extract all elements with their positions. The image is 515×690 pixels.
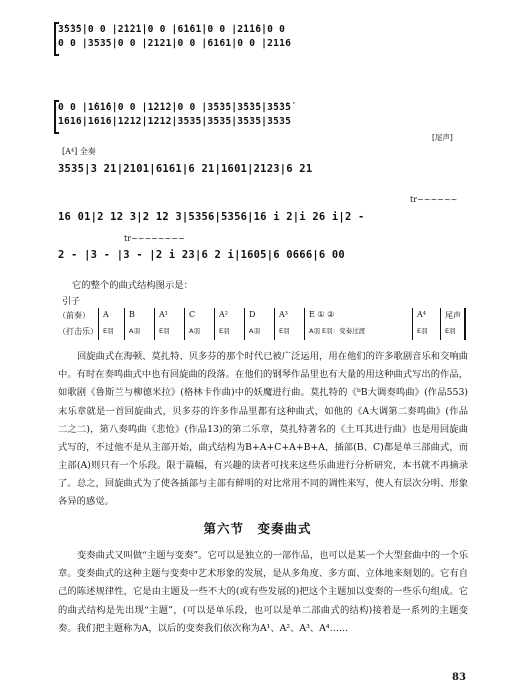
paragraph-3: 变奏曲式又叫做“主题与变奏”。它可以是独立的一部作品，也可以是某一个大型套曲中的一个乐章。变奏曲式的这种主题与变奏中艺术形象的发展，是从多角度、多方面、立体地来刻划的。它有自己的陈述规律性，它是由主题及一些不大的(或有些发展的)把这个主题加以变奏的一些乐句组成。它的曲式结构是先出现“主题”，(可以是单乐段，也可以是单二部曲式的结构)接着是一系列的主题变奏。我们把主题称为A，以后的变奏我们依次称为A¹、A²、A³、A⁴…… [58,550,468,634]
diagram-cell-top: A [103,310,109,319]
diagram-cell [304,308,413,340]
score-row-2-bottom: 1616|1616|1212|1212|3535|3535|3535|3535 [58,116,292,127]
diagram-cell-top: B [129,310,135,319]
score-row-5-line: 2 - |3 - |3 - |2 i 23|6 2 i|1605|6 0666|6 00 [58,249,345,261]
diagram-cell-bottom: A羽 [249,327,260,335]
diagram-row2-label: （打击乐） [58,327,98,336]
diagram-cell-top: A⁴ [417,310,426,319]
diagram-cell-top: 尾声 [445,311,461,320]
diagram-cell-top: D [249,310,256,319]
diagram-cell-bottom: E羽 [159,327,170,335]
diagram-cell-bottom: A羽 [129,327,140,335]
diagram-row1-label: （前奏） [58,311,90,320]
diagram-cell [412,308,441,340]
paragraph-2: 总之，回旋曲式为了使各插部与主部有鲜明的对比常用不同的调性来写，使人有层次分明、形象各异的感觉。 [58,478,468,508]
score-row-4-line: 16 01|2 12 3|2 12 3|5356|5356|16 i 2|i 26 i|2 - [58,211,365,223]
score-row-1-top: 3̇5̇3̇5̇|0 0 |2̇1̇2̇1̇|0 0 |6̇1̇6̇1̇|0 0 |2̇1̇1̇6̇|0 0 [58,24,286,35]
score-row-3-line: 3535|3 21|2101|6161|6 21|1601|2123|6 21 [58,163,313,175]
section-label: [A⁴] 全奏 [62,147,96,156]
diagram-cell-bottom: A羽 [189,327,200,335]
diagram-cell-top: A¹ [159,310,168,319]
intro-label: 引子 [62,297,81,307]
coda-label: [尾声] [432,133,453,142]
intro-line: 它的整个的曲式结构图示是： [72,280,193,291]
trill-mark: tr~~~~~~~~ [124,234,185,243]
diagram-cell [98,308,125,340]
paragraph-1: 回旋曲式在海顿、莫扎特、贝多芬的那个时代已被广泛运用，用在他们的许多歌剧音乐和交响曲中。有时在奏鸣曲式中也有回旋曲的段落。在他们的钢琴作品里也有大量的用这种曲式写出的作品，如歌剧《鲁斯兰与柳德米拉》(格林卡作曲)中的妖魔进行曲。莫扎特的《ᵇB大调奏鸣曲》(作品553)末乐章就是一首回旋曲式，贝多芬的许多作品里都有这种曲式，如他的《A大调第二奏鸣曲》(作品二之二)，第八奏鸣曲《悲怆》(作品13)的第二乐章，莫扎特著名的《土耳其进行曲》也是用回旋曲式写的，不过他不是从主部开始，曲式结构为B+A+C+A+B+A，插部(B、C)都是单三部曲式，而主部(A)则只有一个乐段。限于篇幅，有兴趣的读者可找来这些乐曲进行分析研究，本书就不再摘录了。 [58,351,468,490]
diagram-cell-top: A³ [279,310,288,319]
form-diagram [58,308,463,340]
diagram-cell-top: A² [219,310,228,319]
diagram-cell-bottom: E羽 [417,327,428,335]
diagram-cell-bottom: E羽 [103,327,114,335]
diagram-cell [154,308,185,340]
diagram-cell-bottom: E羽 [445,327,456,335]
diagram-cell-top: E ① ② [309,310,335,319]
diagram-cell-top: C [189,310,196,319]
diagram-cell [214,308,245,340]
diagram-cell [124,308,155,340]
score-row-1-bottom: 0 0 |3535|0 0 |2121|0 0 |6161|0 0 |2116 [58,38,292,49]
score-row-2-top: 0 0 |1̇6̇1̇6̇|0 0 |1̇2̇1̇2̇|0 0 |3̇5̇3̇5̇|3̇5̇3̇5̇|3̇5̇3̇5̇ [58,102,292,113]
diagram-cell [274,308,305,340]
trill-mark: tr~~~~~~ [410,195,458,204]
section-heading: 第六节 变奏曲式 [203,521,312,536]
diagram-cell-bottom: E羽 [279,327,290,335]
page-number: 83 [452,672,466,683]
diagram-cell [184,308,215,340]
diagram-cell [244,308,275,340]
diagram-cell-bottom: A羽 E羽：变奏过渡 [309,327,366,335]
diagram-cell [440,308,466,340]
diagram-cell-bottom: E羽 [219,327,230,335]
